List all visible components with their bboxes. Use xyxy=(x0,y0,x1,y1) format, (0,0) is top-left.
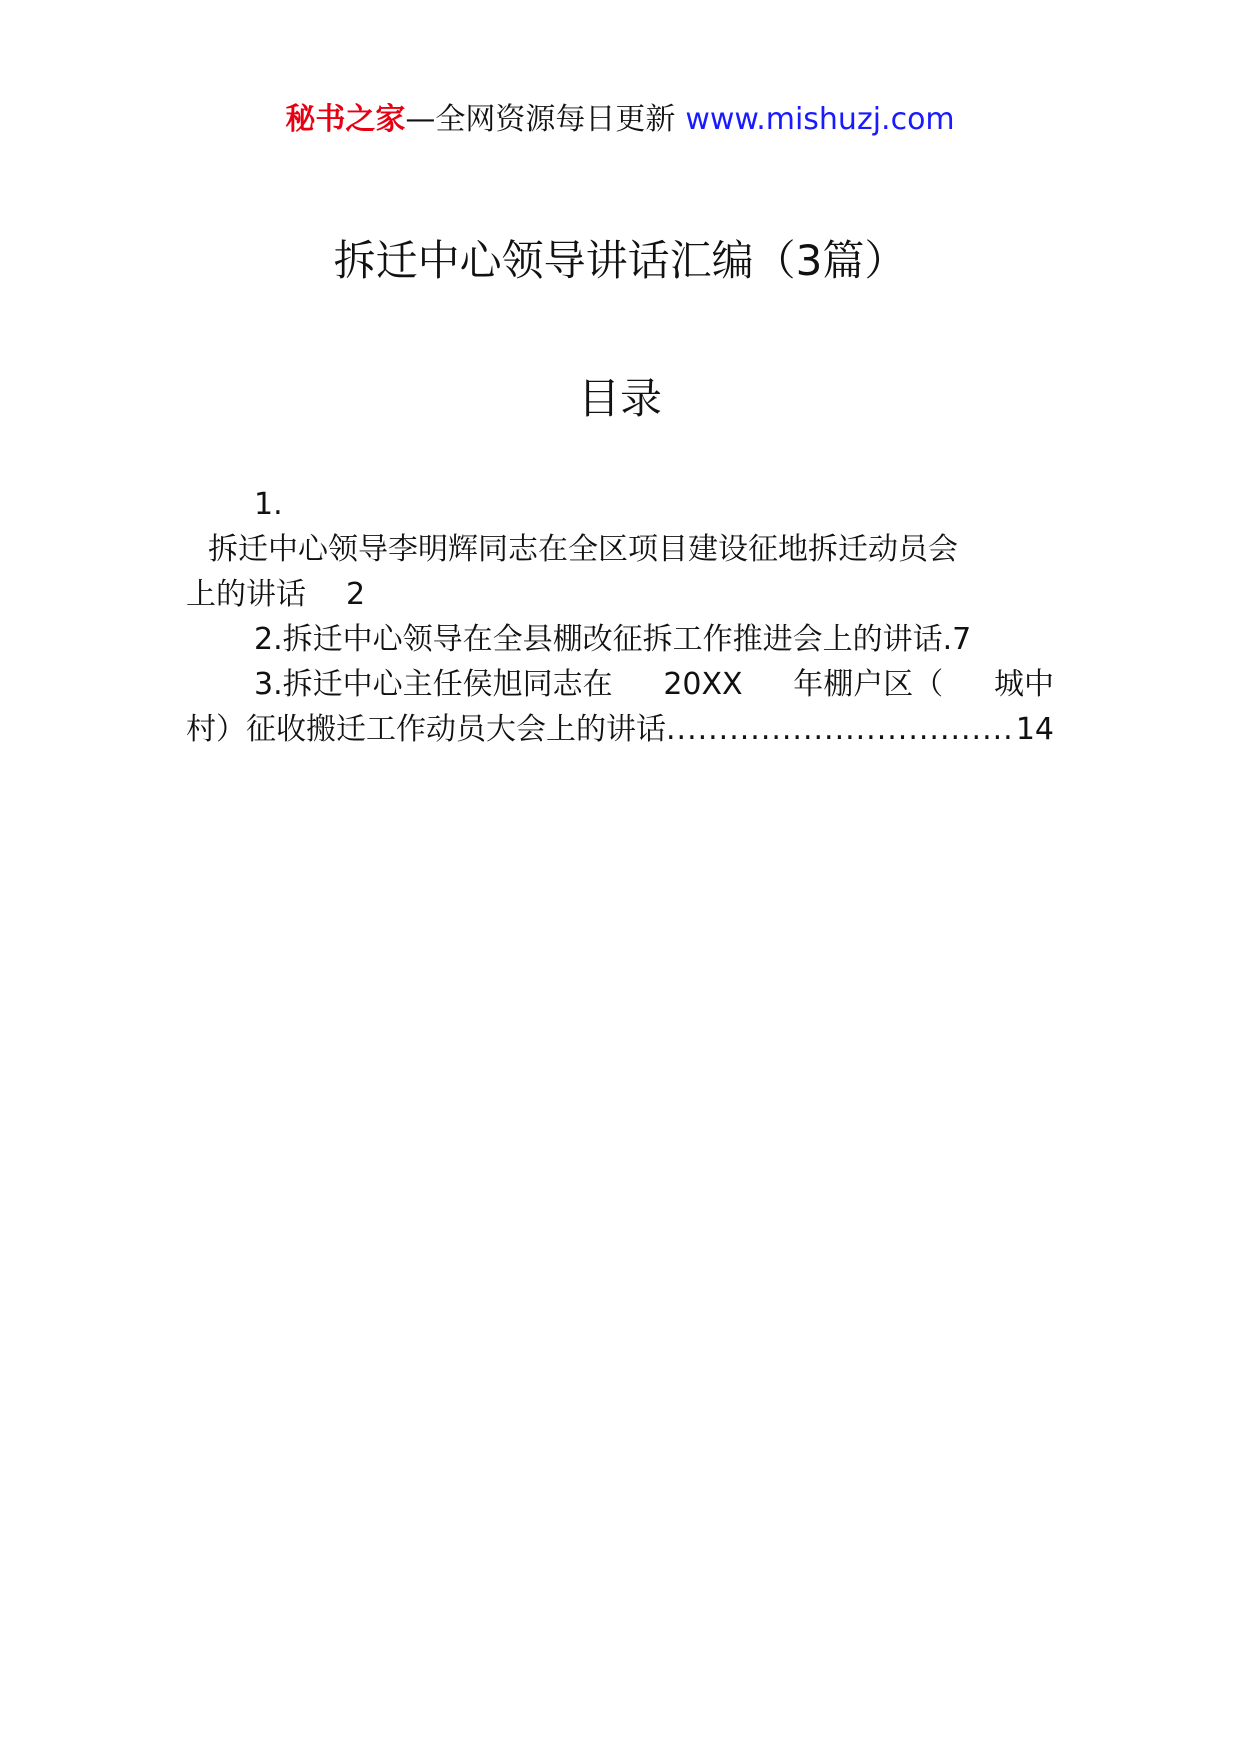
toc-entry-3-line2 xyxy=(186,707,1054,752)
site-url-link[interactable]: www.mishuzj.com xyxy=(685,102,955,137)
tagline: —全网资源每日更新 xyxy=(405,102,676,137)
toc-entry-3-part-2: 20XX xyxy=(663,667,743,702)
toc-entry-1-page: 2 xyxy=(346,577,366,612)
toc-entry-3[interactable] xyxy=(186,662,1054,752)
brand-name: 秘书之家 xyxy=(285,102,406,137)
toc-entry-3-line1 xyxy=(186,662,1054,707)
toc-entry-1[interactable] xyxy=(186,482,1054,617)
toc-entry-1-title-line1: 拆迁中心领导李明辉同志在全区项目建设征地拆迁动员会 xyxy=(208,532,958,567)
toc-entry-1-number: 1. xyxy=(254,487,283,522)
toc-entry-3-title-line2: 村）征收搬迁工作动员大会上的讲话 xyxy=(186,712,666,747)
toc-entry-2-page: 7 xyxy=(952,622,972,657)
dot-leader xyxy=(666,707,1016,752)
toc-heading: 目录 xyxy=(577,374,662,423)
toc-entry-2-title: 2.拆迁中心领导在全县棚改征拆工作推进会上的讲话. xyxy=(254,622,953,657)
toc-entry-3-part-4: 城中 xyxy=(993,667,1054,702)
toc-entry-3-part-1: 3.拆迁中心主任侯旭同志在 xyxy=(254,667,613,702)
site-header xyxy=(0,100,1240,140)
document-title: 拆迁中心领导讲话汇编（3篇） xyxy=(333,236,907,285)
toc-entry-3-page: 14 xyxy=(1015,712,1054,747)
toc-entry-1-title-line2: 上的讲话 xyxy=(186,577,306,612)
toc-entry-1-title-line2-row xyxy=(186,572,1054,617)
toc-entry-2[interactable] xyxy=(186,617,1054,662)
table-of-contents xyxy=(186,482,1054,752)
toc-entry-3-part-3: 年棚户区（ xyxy=(793,667,944,702)
